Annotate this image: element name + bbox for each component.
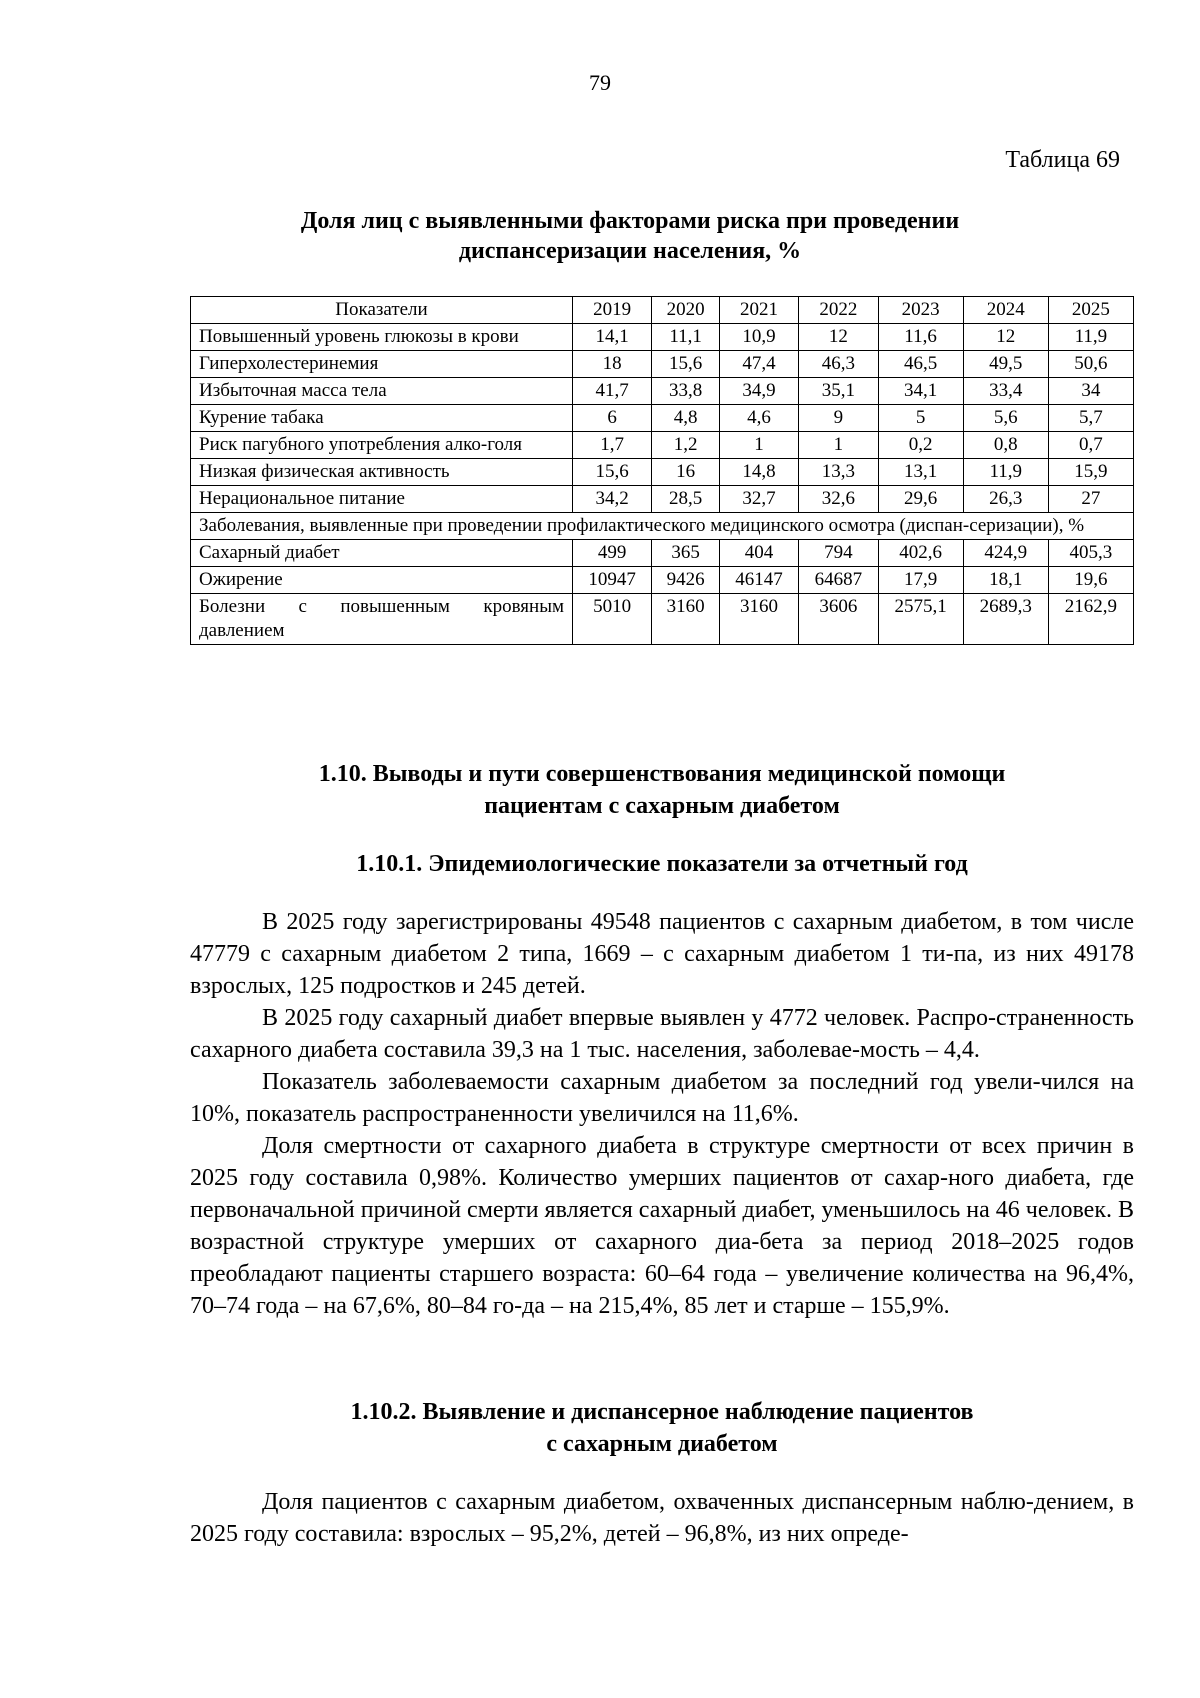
table-cell: 1 (799, 432, 878, 459)
table-title (190, 206, 1070, 266)
table-cell: 0,2 (878, 432, 963, 459)
table-cell: 5 (878, 405, 963, 432)
table-cell: 50,6 (1048, 351, 1133, 378)
table-cell: 41,7 (573, 378, 652, 405)
table-cell: 5,6 (963, 405, 1048, 432)
table-cell: 4,6 (719, 405, 798, 432)
table-cell: 19,6 (1048, 567, 1133, 594)
table-cell: 9426 (652, 567, 720, 594)
table-cell: 12 (963, 324, 1048, 351)
table-cell: 10,9 (719, 324, 798, 351)
table-row (191, 540, 1134, 567)
row-label: Гиперхолестеринемия (191, 351, 573, 378)
table-cell: 6 (573, 405, 652, 432)
paragraph: В 2025 году сахарный диабет впервые выявлен у 4772 человек. Распро-страненность сахарного диабета составила 39,3 на 1 тыс. населения, заболевае-мость – 4,4. (190, 1005, 1134, 1063)
table-cell: 402,6 (878, 540, 963, 567)
row-label: Болезни с повышенным кровяным давлением (191, 594, 573, 645)
table-cell: 49,5 (963, 351, 1048, 378)
table-cell: 1,2 (652, 432, 720, 459)
section-1-10-heading-line-1: 1.10. Выводы и пути совершенствования медицинской помощи (318, 761, 1006, 787)
table-cell: 2162,9 (1048, 594, 1133, 645)
table-cell: 4,8 (652, 405, 720, 432)
row-label: Сахарный диабет (191, 540, 573, 567)
table-cell: 47,4 (719, 351, 798, 378)
table-cell: 424,9 (963, 540, 1048, 567)
table-cell: 15,6 (573, 459, 652, 486)
table-row (191, 486, 1134, 513)
row-label: Курение табака (191, 405, 573, 432)
section-1-10-heading (190, 758, 1134, 822)
table-cell: 11,6 (878, 324, 963, 351)
table-cell: 46147 (719, 567, 798, 594)
section-1-10-heading-line-2: пациентам с сахарным диабетом (484, 793, 840, 819)
table-cell: 405,3 (1048, 540, 1133, 567)
table-cell: 9 (799, 405, 878, 432)
table-cell: 499 (573, 540, 652, 567)
section-row-label: Заболевания, выявленные при проведении профилактического медицинского осмотра (диспан-серизации), % (191, 513, 1134, 540)
table-cell: 11,9 (963, 459, 1048, 486)
table-cell: 1,7 (573, 432, 652, 459)
table-cell: 3160 (652, 594, 720, 645)
row-label: Нерациональное питание (191, 486, 573, 513)
section-1-10-2-body (190, 1486, 1134, 1550)
section-1-10-1-heading: 1.10.1. Эпидемиологические показатели за отчетный год (356, 851, 968, 877)
header-2020: 2020 (652, 297, 720, 324)
row-label: Низкая физическая активность (191, 459, 573, 486)
table-cell: 3606 (799, 594, 878, 645)
table-cell: 11,9 (1048, 324, 1133, 351)
header-2021: 2021 (719, 297, 798, 324)
header-2023: 2023 (878, 297, 963, 324)
table-cell: 33,4 (963, 378, 1048, 405)
table-cell: 32,7 (719, 486, 798, 513)
table-cell: 0,8 (963, 432, 1048, 459)
table-title-line-2: диспансеризации населения, % (458, 238, 802, 264)
table-cell: 5010 (573, 594, 652, 645)
table-cell: 27 (1048, 486, 1133, 513)
table-title-line-1: Доля лиц с выявленными факторами риска при проведении (300, 208, 960, 234)
section-1-10-2-heading-line-1: 1.10.2. Выявление и диспансерное наблюдение пациентов (350, 1399, 974, 1425)
table-cell: 13,1 (878, 459, 963, 486)
table-row (191, 432, 1134, 459)
table-cell: 33,8 (652, 378, 720, 405)
header-2019: 2019 (573, 297, 652, 324)
table-cell: 2689,3 (963, 594, 1048, 645)
page-number: 79 (589, 70, 611, 95)
paragraph: В 2025 году зарегистрированы 49548 пациентов с сахарным диабетом, в том числе 47779 с сахарным диабетом 2 типа, 1669 – с сахарным диабетом 1 ти-па, из них 49178 взрослых, 125 подростков и 245 детей. (190, 909, 1134, 999)
table-cell: 365 (652, 540, 720, 567)
table-cell: 5,7 (1048, 405, 1133, 432)
table-cell: 15,6 (652, 351, 720, 378)
table-row (191, 378, 1134, 405)
table-cell: 28,5 (652, 486, 720, 513)
header-2025: 2025 (1048, 297, 1133, 324)
table-cell: 2575,1 (878, 594, 963, 645)
table-row (191, 594, 1134, 645)
table-cell: 404 (719, 540, 798, 567)
table-cell: 18,1 (963, 567, 1048, 594)
section-1-10-1-body (190, 906, 1134, 1322)
risk-factors-table (190, 296, 1134, 645)
row-label: Ожирение (191, 567, 573, 594)
table-cell: 32,6 (799, 486, 878, 513)
table-cell: 11,1 (652, 324, 720, 351)
table-cell: 34,2 (573, 486, 652, 513)
table-cell: 46,3 (799, 351, 878, 378)
row-label: Избыточная масса тела (191, 378, 573, 405)
table-header-row (191, 297, 1134, 324)
table-cell: 0,7 (1048, 432, 1133, 459)
table-cell: 14,1 (573, 324, 652, 351)
table-cell: 13,3 (799, 459, 878, 486)
table-row (191, 351, 1134, 378)
paragraph: Показатель заболеваемости сахарным диабетом за последний год увели-чился на 10%, показатель распространенности увеличился на 11,6%. (190, 1069, 1134, 1127)
paragraph: Доля пациентов с сахарным диабетом, охваченных диспансерным наблю-дением, в 2025 году составила: взрослых – 95,2%, детей – 96,8%, из них опреде- (190, 1489, 1134, 1547)
header-2022: 2022 (799, 297, 878, 324)
row-label: Риск пагубного употребления алко-голя (191, 432, 573, 459)
table-label: Таблица 69 (1005, 147, 1120, 173)
table-row (191, 459, 1134, 486)
row-label: Повышенный уровень глюкозы в крови (191, 324, 573, 351)
table-cell: 17,9 (878, 567, 963, 594)
table-cell: 18 (573, 351, 652, 378)
table-cell: 12 (799, 324, 878, 351)
table-cell: 29,6 (878, 486, 963, 513)
table-cell: 3160 (719, 594, 798, 645)
table-cell: 35,1 (799, 378, 878, 405)
section-1-10-2-heading (190, 1396, 1134, 1460)
table-cell: 794 (799, 540, 878, 567)
table-cell: 15,9 (1048, 459, 1133, 486)
table-cell: 46,5 (878, 351, 963, 378)
table-cell: 34,9 (719, 378, 798, 405)
table-row (191, 405, 1134, 432)
table-cell: 34,1 (878, 378, 963, 405)
table-cell: 14,8 (719, 459, 798, 486)
header-2024: 2024 (963, 297, 1048, 324)
table-cell: 1 (719, 432, 798, 459)
table-row (191, 567, 1134, 594)
paragraph: Доля смертности от сахарного диабета в структуре смертности от всех причин в 2025 году составила 0,98%. Количество умерших пациентов от сахар-ного диабета, где первоначальной причиной смерти является сахарный диабет, уменьшилось на 46 человек. В возрастной структуре умерших от сахарного диа-бета за период 2018–2025 годов преобладают пациенты старшего возраста: 60–64 года – увеличение количества на 96,4%, 70–74 года – на 67,6%, 80–84 го-да – на 215,4%, 85 лет и старше – 155,9%. (190, 1133, 1134, 1319)
table-section-row (191, 513, 1134, 540)
table-cell: 16 (652, 459, 720, 486)
table-cell: 64687 (799, 567, 878, 594)
table-cell: 10947 (573, 567, 652, 594)
section-1-10-2-heading-line-2: с сахарным диабетом (546, 1431, 778, 1457)
header-indicators: Показатели (191, 297, 573, 324)
table-cell: 26,3 (963, 486, 1048, 513)
table-row (191, 324, 1134, 351)
table-cell: 34 (1048, 378, 1133, 405)
